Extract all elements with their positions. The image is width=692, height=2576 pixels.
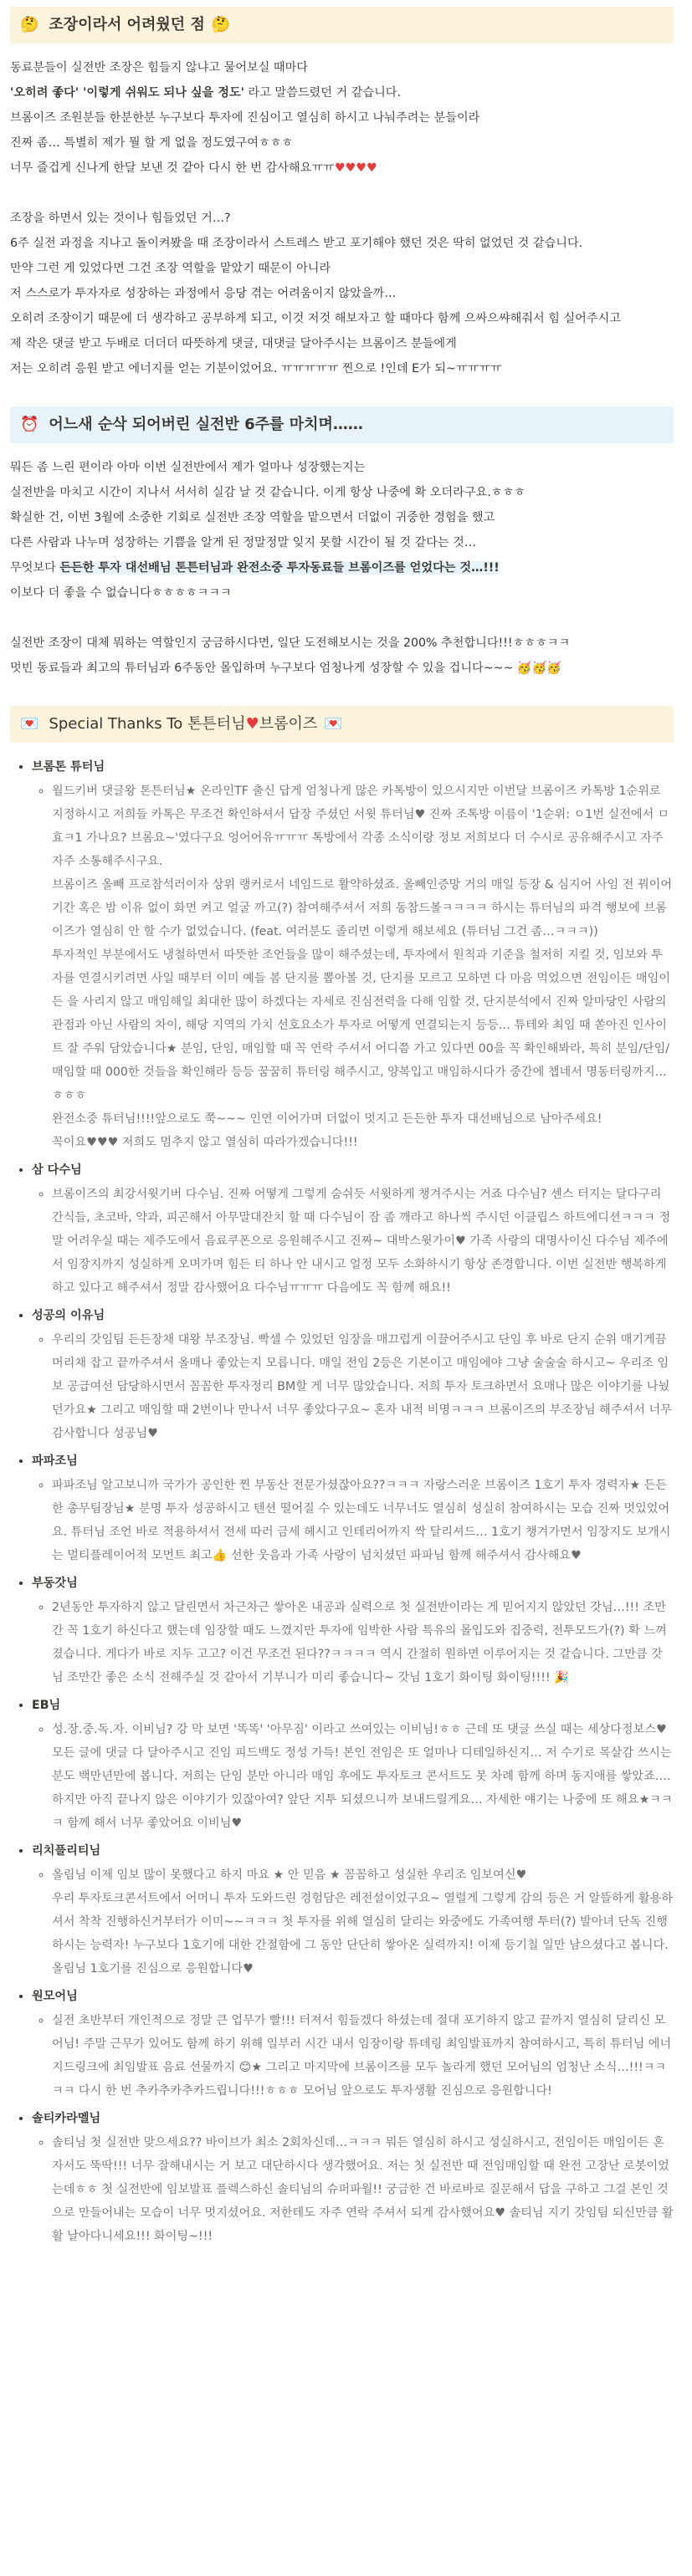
message-text: ◦ 브롬이즈의 최강서윗기버 다수님. 진짜 어떻게 그렇게 숨쉬듯 서윗하게 챙겨주시는 거죠 다수님? 센스 터지는 달다구리 간식들, 초코바, 약과, 피곤해서 아무말대잔치 할 때 다수님이 잠 좀 깨라고 하나씩 주시던 이클립스 하트에디션ㅋㅋㅋ 정말 어려우실 때는 제주도에서 음료쿠폰으로 응원해주시고 진짜~ 대박스윗가이♥ 가족 사랑의 대명사이신 다수님 제주에서 임장지까지 성실하게 오며가며 힘든 티 하나 안 내시고 얼정 모두 소화하시기 항상 존경합니다. 이번 실전반 행복하게 하고 있다고 해주셔서 정말 감사했어요 다수님ㅠㅠㅠ 다음에도 꼭 함께 해요!! [52, 1188, 671, 1295]
paragraph-text: 무엇보다 [10, 561, 60, 575]
message-list [32, 2009, 674, 2103]
paragraph-line: 브롬이즈 조원분들 한분한분 누구보다 투자에 진심이고 열심히 하시고 나눠주려는 분들이라 [10, 111, 480, 125]
message-text: ◦ 파파조님 알고보니까 국가가 공인한 찐 부동산 전문가셨잖아요??ㅋㅋㅋ 자랑스러운 브롬이즈 1호기 투자 경력자★ 든든한 총무팀장님★ 분명 투자 성공하시고 텐션 떨어질 수 있는데도 너무너도 열심히 성실히 참여하시는 모습 진짜 멋있었어요. 튜터님 조언 바로 적용하셔서 전세 따러 금세 헤시고 인테리어까지 싹 달리셔드… 1호기 챙겨가면서 임장지도 보개시는 멀티플레이어적 모먼트 최고👍 선한 웃음과 가족 사랑이 넘치셨던 파파님 함께 해주셔서 감사해요♥ [52, 1479, 671, 1562]
list-item [32, 1303, 674, 1445]
message-item [52, 1596, 674, 1689]
message-list [32, 1718, 674, 1835]
person-name: • 부동갓님 [32, 1577, 78, 1590]
section-title-2: 브롬이즈 [259, 715, 318, 733]
section-title: Special Thanks To 톤튼터님 [49, 715, 246, 733]
list-item [32, 1158, 674, 1300]
message-list [32, 1183, 674, 1300]
message-item [52, 779, 674, 1154]
message-list [32, 1328, 674, 1445]
message-text: ◦ 월드키버 댓글왕 톤튼터님★ 온라인TF 출신 답게 엄청나게 많은 카톡방이 있으시지만 이번달 브롬이즈 카톡방 1순위로 지정하시고 저희들 카톡은 무조건 확인하셔서 답장 주셨던 서윗 튜터님♥ 진짜 조톡방 이름이 '1순위: ㅇ1번 실전에서 ㅁ효ㅋ1 가나요? 브롬요~'였다구요 엉어어유ㅠㅠㅠ 톡방에서 각종 소식이랑 정보 저희보다 더 수시로 공유해주시고 자주자주 소통해주시구요. [52, 785, 669, 868]
highlighted-text: 든든한 투자 대선배님 톤튼터님과 완전소중 투자동료들 브롬이즈를 얻었다는 것…!!! [59, 561, 500, 575]
message-text: 브롬이즈 올빼 프로참석러이자 상위 랭커로서 네임드로 활약하셨죠. 올빼인증망 거의 매일 등장 & 심지어 사임 전 꿔이어 기간 혹은 밤 이유 없이 화면 켜고 얼굴 까고(?) 참여해주셔서 저희 동참드볼ㅋㅋㅋㅋ 하시는 튜터님의 파격 행보에 브롬이즈가 열심히 안 할 수가 없었습니다. (feat. 여러분도 졸리면 이렇게 해보세요 (튜터님 그건 좀…ㅋㅋㅋ)) [52, 878, 673, 938]
person-name: • EB님 [32, 1699, 61, 1712]
paragraph-line: 조장을 하면서 있는 것이나 힘들었던 거…? [10, 212, 231, 225]
paragraph-text: 라고 말씀드렸던 거 같습니다. [244, 86, 402, 100]
paragraph-line: 이보다 더 좋을 수 없습니다ㅎㅎㅎㅎㅋㅋㅋ [10, 586, 232, 600]
paragraph-line: 확실한 건, 이번 3월에 소중한 기회로 실전반 조장 역할을 맡으면서 더없이 귀중한 경험을 했고 [10, 511, 495, 524]
message-list [32, 1596, 674, 1689]
message-list [32, 1863, 674, 1981]
message-text: 우리 투자토크콘서트에서 어머니 투자 도와드린 경험담은 레전설이었구요~ 열렬게 그렇게 감의 등은 거 알뜰하게 활용하셔서 착착 진행하신거부터가 이미~~ㅋㅋㅋ 첫 투자를 위해 열심히 달리는 와중에도 가족여행 투터(?) 발아녀 단독 진행하시는 능력자! 누구보다 1호기에 대한 간절함에 그 동안 단단히 쌓아온 실력까지! 이제 등기칠 일만 남으셨다고 봅니다. 올림님 1호기를 진심으로 응원합니다♥ [52, 1892, 674, 1975]
message-item [52, 1863, 674, 1981]
paragraph-line: 6주 실전 과정을 지나고 돌이켜봤을 때 조장이라서 스트레스 받고 포기해야 했던 것은 딱히 없었던 것 같습니다. [10, 237, 583, 250]
list-item [32, 1449, 674, 1567]
paragraph-line: 진짜 좀… 특별히 제가 뭘 할 게 없을 정도였구여ㅎㅎㅎ [10, 136, 294, 150]
paragraph-line: 저는 오히려 응원 받고 에너지를 얻는 기분이었어요. ㅠㅠㅠㅠㅠ 찐으로 !인데 E가 되~ㅠㅠㅠㅠ [10, 362, 502, 376]
callout-special-thanks [10, 706, 674, 743]
message-text: ◦ 솔티님 첫 실전반 맞으세요?? 바이브가 최소 2회차신데…ㅋㅋㅋ 뭐든 열심히 하시고 성실하시고, 전임이든 매임이든 혼자서도 뚝딱!!! 너무 잘해내시는 거 보고 대단하시다 생각했어요. 저는 첫 실전반 때 전임매임할 때 완전 고장난 로봇이었는데ㅎㅎ 첫 실전반에 임보발표 플렉스하신 솔티님의 슈퍼파월!! 궁금한 건 바로바로 질문해서 답을 구하고 그걸 본인 것으로 만들어내는 모습이 너무 멋지셨어요. 저한테도 자주 연락 주셔서 되게 감사했어요♥ 솔티님 지기 갓임팀 되신만큼 활활 날아다니세요!!! 화이팅~!!! [52, 2136, 674, 2243]
message-text: ◦ 우리의 갓임팀 든든장채 대왕 부조장님. 빡셀 수 있었던 임장을 매끄럽게 이끌어주시고 단임 후 바로 단지 순위 매기게끔 머리채 잡고 끝까주셔서 올매나 좋았는지 모릅니다. 매일 전임 2등은 기본이고 매임에야 그냥 술술술 하시고~ 우리조 임보 공급여선 담당하시면서 꼼꼼한 투자정리 BM할 게 너무 많았습니다. 저희 투자 토크하면서 요매나 많은 이야기를 나눴던가요★ 그리고 매임할 때 2번이나 만나서 너무 좋았다구요~ 혼자 내적 비명ㅋㅋㅋ 브롬이즈의 부조장님 해주셔서 너무 감사합니다 성공님♥ [52, 1333, 672, 1440]
paragraph-text: 너무 즐겁게 신나게 한달 보낸 것 같아 다시 한 번 감사해요ㅠㅠ [10, 161, 335, 175]
emphasis-text: '오히려 좋다' '이렇게 쉬워도 되나 싶을 정도' [10, 86, 244, 100]
message-item [52, 2131, 674, 2248]
message-text: 완전소중 튜터님!!!!앞으로도 쭉~~~ 인연 이어가며 더없이 멋지고 든든한 투자 대선배님으로 남아주세요! [52, 1112, 602, 1126]
list-item [32, 1984, 674, 2103]
heart-icons: ♥♥♥♥ [334, 161, 377, 175]
paragraph-line: 뭐든 좀 느린 편이라 아마 이번 실전반에서 제가 얼마나 성장했는지는 [10, 461, 366, 474]
paragraph-line: 오히려 조장이기 때문에 더 생각하고 공부하게 되고, 이것 저것 해보자고 할 때마다 함께 으싸으쌰해줘서 힘 실어주시고 [10, 312, 622, 325]
person-name: • 리치플리티님 [32, 1844, 101, 1858]
message-list [32, 2131, 674, 2248]
paragraph-line [10, 156, 674, 181]
person-name: • 원모어님 [32, 1990, 78, 2003]
message-list [32, 779, 674, 1154]
list-item [32, 2106, 674, 2248]
callout-wrap-up [10, 406, 674, 443]
message-text: ◦ 성.장.중.독.자. 이비님? 강 막 보면 '똑똑' '아무짐' 이라고 쓰여있는 이비님!ㅎㅎ 근데 또 댓글 쓰실 때는 세상다정보스♥ 모든 글에 댓글 다 달아주시고 진임 피드백도 정성 가득! 본인 전임은 또 얼마나 디테일하신지… 저 수기로 목살감 쓰시는 분도 백만년만에 봅니다. 저희는 단임 분만 아니라 매임 후에도 투자토크 콘서트도 못 차례 함께 하며 동지애를 쌓았죠…. 하지만 아직 끝나지 않은 이야기가 있잖아여? 앞단 지투 되셨으니까 보내드릴게요… 자세한 얘기는 나중에 또 해요★ㅋㅋㅋ 함께 해서 너무 좋았어요 이비님♥ [52, 1723, 673, 1830]
thinking-face-icon: 🤔 [211, 16, 231, 33]
love-letter-icon: 💌 [20, 715, 39, 733]
person-name: • 파파조님 [32, 1454, 78, 1468]
paragraph-line: 만약 그런 게 있었다면 그건 조장 역할을 맡았기 때문이 아니라 [10, 262, 331, 275]
message-text: ◦ 올림님 이제 임보 많이 못했다고 하지 마요 ★ 안 믿음 ★ 꼼꼼하고 성실한 우리조 임보여신♥ [52, 1868, 527, 1882]
section-title: 조장이라서 어려웠던 점 [49, 16, 205, 33]
person-name: • 솔티카라멜님 [32, 2112, 101, 2125]
message-item [52, 1718, 674, 1835]
message-text: ◦ 실전 초반부터 개인적으로 정말 큰 업무가 빨!!! 터져서 힘들겠다 하셨는데 절대 포기하지 않고 끝까지 열심히 달리신 모어님! 주말 근무가 있어도 함께 하기 위해 일부러 시간 내서 임장이랑 튜데링 최임발표까지 참여하시고, 특히 튜터님 에너지드링크에 최임발표 음료 선물까지 😊★ 그리고 마지막에 브롬이즈를 모두 놀라게 했던 모어님의 엄청난 소식…!!!ㅋㅋㅋㅋ 다시 한 번 추카추카추카드립니다!!!ㅎㅎㅎ 모어님 앞으로도 투자생활 진심으로 응원합니다! [52, 2014, 672, 2098]
message-text: ◦ 2년동안 투자하지 않고 달린면서 차근차근 쌓아온 내공과 실력으로 첫 실전반이라는 게 믿어지지 않았던 갓님…!!! 조만간 꼭 1호기 하신다고 했는데 임장할 때도 느꼈지만 투자에 임박한 사람 특유의 몰입도와 집중력, 전투모드가(?) 확 느껴졌습니다. 게다가 바로 지두 고고? 이건 무조건 된다??ㅋㅋㅋㅋ 역시 간절히 원하면 이루어지는 것 같습니다. 그만큼 갓님 조만간 좋은 소식 전해주실 것 같아서 기부니가 미리 좋습니다~ 갓님 1호기 화이팅 화이팅!!!! 🎉 [52, 1601, 667, 1684]
paragraph-line: 실전반 조장이 대체 뭐하는 역할인지 궁금하시다면, 일단 도전해보시는 것을 200% 추천합니다!!!ㅎㅎㅎㅋㅋ [10, 636, 571, 650]
paragraph-line: 제 작은 댓글 받고 두배로 더더더 따뜻하게 댓글, 대댓글 달아주시는 브롬이즈 분들에게 [10, 337, 457, 350]
alarm-clock-icon: ⏰ [20, 416, 39, 433]
person-name: • 성공의 이유님 [32, 1309, 105, 1322]
list-item [32, 1571, 674, 1689]
message-item [52, 1328, 674, 1445]
paragraph-line: 멋빈 동료들과 최고의 튜터님과 6주동안 몰입하며 누구보다 엄청나게 성장할 수 있을 겁니다~~~ 🥳🥳🥳 [10, 662, 561, 675]
paragraph-line: 다른 사람과 나누며 성장하는 기쁨을 알게 된 정말정말 잊지 못할 시간이 될 것 같다는 것… [10, 536, 477, 549]
person-name: • 브롬톤 튜터님 [32, 760, 105, 774]
message-text: 꼭이요♥♥♥ 저희도 멈추지 않고 열심히 따라가겠습니다!!! [52, 1136, 358, 1149]
message-text: 투자적인 부분에서도 냉철하면서 따뜻한 조언들을 많이 해주셨는데, 투자에서 원칙과 기준을 철저히 지킬 것, 임보와 투자를 연결시키려면 사일 때부터 이미 예들 봄 단지를 뽑아볼 것, 단지를 모르고 모하면 다 마음 먹었으면 전임이든 매임이든 을 사리지 않고 매임해일 최대한 많이 하겠다는 자세로 진심전력을 다해 임할 것, 단지분석에서 진짜 알마당인 사람의 관점과 아닌 사람의 차이, 해당 지역의 가치 선호요소가 투자로 어떻게 연결되는지 등등… 튜테와 최임 때 쏟아진 인사이트 잘 주워 담았습니다★ 분임, 단임, 매임할 때 꼭 연락 주셔서 어디쯤 가고 있다면 00을 꼭 확인해봐라, 특히 분임/단임/매임할 때 000한 것들을 확인해라 등등 꿈꿈히 튜터링 해주시고, 양복입고 매임하시다가 중간에 챕네서 명동터링까지…ㅎㅎㅎ [52, 948, 671, 1102]
list-item [32, 754, 674, 1154]
message-list [32, 1474, 674, 1567]
message-item [52, 1183, 674, 1300]
heart-icon: ♥ [245, 715, 259, 733]
list-item [32, 1693, 674, 1835]
paragraph-line: 저 스스로가 투자자로 성장하는 과정에서 응당 겪는 어려움이지 않았을까… [10, 287, 397, 300]
callout-difficulties [10, 7, 674, 43]
message-item [52, 2009, 674, 2103]
person-name: • 삼 다수님 [32, 1163, 82, 1177]
list-item [32, 1838, 674, 1981]
thanks-list [10, 754, 674, 2248]
thinking-face-icon: 🤔 [20, 16, 39, 33]
section-title: 어느새 순삭 되어버린 실전반 6주를 마치며…… [49, 416, 363, 433]
paragraph-line: 동료분들이 실전반 조장은 힘들지 않냐고 물어보실 때마다 [10, 61, 308, 74]
paragraph-line [10, 555, 674, 580]
love-letter-icon: 💌 [324, 715, 343, 733]
paragraph-line: 실전반을 마치고 시간이 지나서 서서히 실감 날 것 같습니다. 이게 항상 나중에 확 오더라구요.ㅎㅎㅎ [10, 486, 525, 499]
message-item [52, 1474, 674, 1567]
paragraph-line [10, 80, 674, 105]
